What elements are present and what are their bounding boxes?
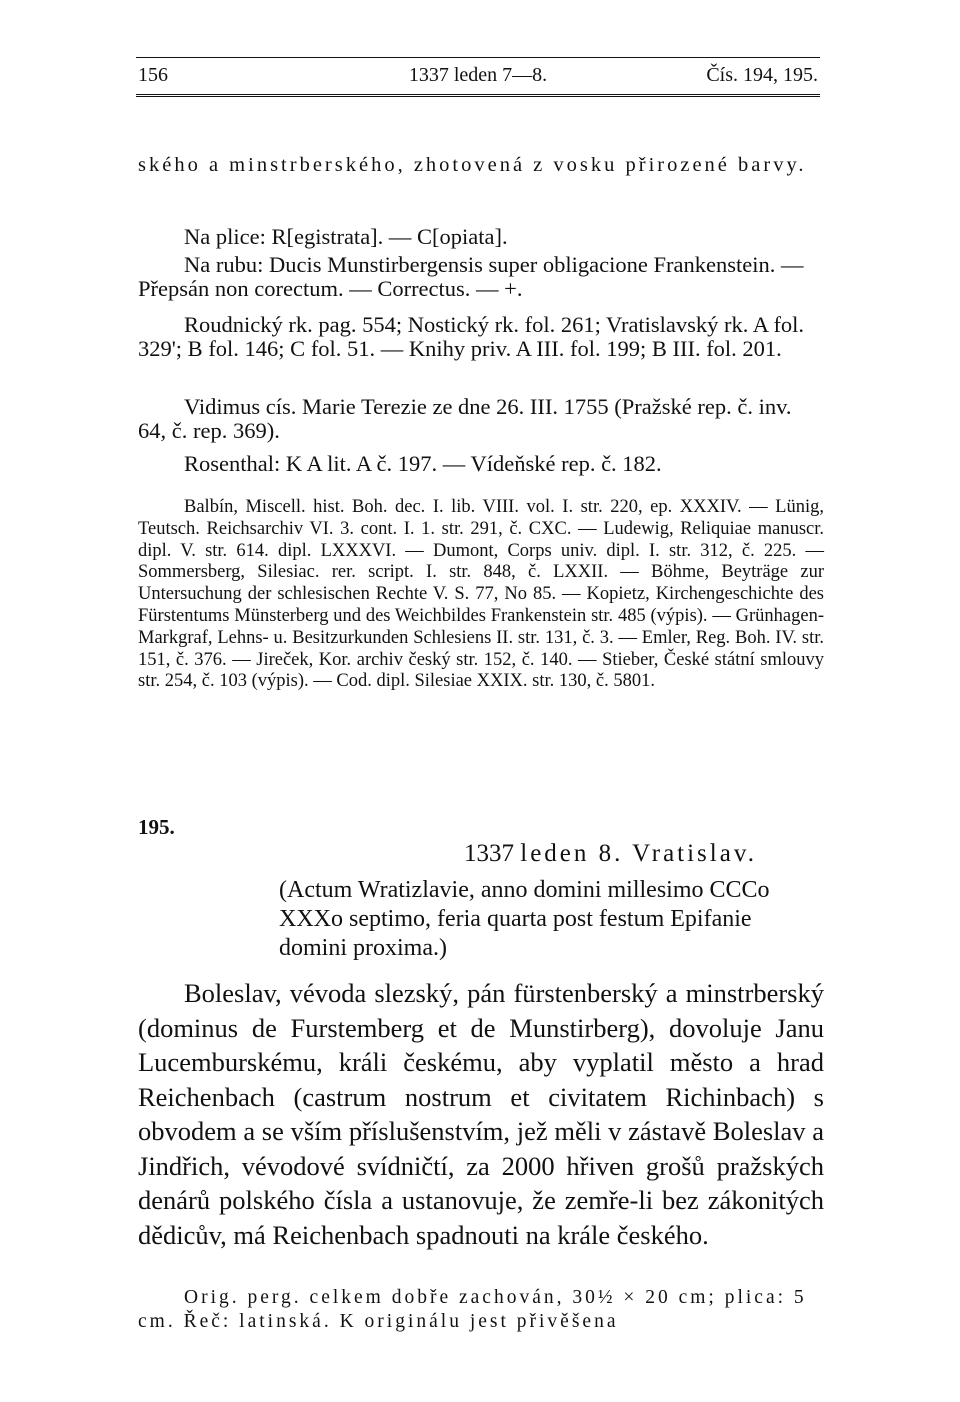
entry-date-year: 1337	[464, 840, 514, 867]
rosenthal-note: Rosenthal: K A lit. A č. 197. — Vídeňské rep. č. 182.	[184, 451, 662, 476]
seal-description: ského a minstrberského, zhotovená z vosku přirozené barvy.	[138, 154, 807, 176]
rubus-note: Na rubu: Ducis Munstirbergensis super obligacione Frankenstein. — Přepsán non corectum. — Correctus. — +.	[138, 252, 804, 301]
header-numbers: Čís. 194, 195.	[706, 64, 818, 86]
regest-text: Boleslav, vévoda slezský, pán fürstenberský a minstrberský (dominus de Furstemberg et de Munstirberg), dovoluje Janu Lucemburskému, králi českému, aby vyplatil město a hrad Reichenbach (castrum nostrum et civitatem Richinbach) s obvodem a se vším příslušenstvím, jež měli v zástavě Boleslav a Jindřich, vévodové svídničtí, za 2000 hřiven grošů pražských denárů polského čísla a ustanovuje, že zemře-li bez zákonitých dědicův, má Reichenbach spadnouti na krále českého.	[138, 978, 824, 1250]
plica-note: Na plice: R[egistrata]. — C[opiata].	[184, 224, 508, 249]
entry-number: 195.	[138, 815, 175, 839]
original-description: Orig. perg. celkem dobře zachován, 30½ × 20 cm; plica: 5 cm. Řeč: latinská. K originálu jest přivěšena	[138, 1287, 807, 1332]
literature-block: Balbín, Miscell. hist. Boh. dec. I. lib. VIII. vol. I. str. 220, ep. XXXIV. — Lünig, Teutsch. Reichsarchiv VI. 3. cont. I. 1. str. 291, č. CXC. — Ludewig, Reliquiae manuscr. dipl. V. str. 614. dipl. LXXXVI. — Dumont, Corps univ. dipl. I. str. 312, č. 225. — Sommersberg, Silesiac. rer. script. I. str. 848, č. LXXII. — Böhme, Beyträge zur Untersuchung der schlesischen Rechte V. S. 77, No 85. — Kopietz, Kirchengeschichte des Fürstentums Münsterberg und des Weichbildes Frankenstein str. 485 (výpis). — Grünhagen-Markgraf, Lehns- u. Besitzurkunden Schlesiens II. str. 131, č. 3. — Emler, Reg. Boh. IV. str. 151, č. 376. — Jireček, Kor. archiv český str. 152, č. 140. — Stieber, České státní smlouvy str. 254, č. 103 (výpis). — Cod. dipl. Silesiae XXIX. str. 130, č. 5801.	[138, 497, 824, 692]
page-number: 156	[138, 64, 168, 86]
entry-date-heading	[464, 840, 757, 868]
header-date: 1337 leden 7—8.	[408, 64, 548, 86]
vidimus-note: Vidimus cís. Marie Terezie ze dne 26. III. 1755 (Pražské rep. č. inv. 64, č. rep. 369).	[138, 394, 792, 443]
actum-clause: (Actum Wratizlavie, anno domini millesimo CCCo XXXo septimo, feria quarta post festum Epifanie domini proxima.)	[279, 877, 770, 961]
header-rule-bottom	[136, 94, 820, 99]
running-header	[138, 64, 818, 90]
entry-date-place: leden 8. Vratislav.	[520, 840, 757, 867]
header-rule-top	[136, 57, 820, 58]
registers-note: Roudnický rk. pag. 554; Nostický rk. fol. 261; Vratislavský rk. A fol. 329'; B fol. 146; C fol. 51. — Knihy priv. A III. fol. 199; B III. fol. 201.	[138, 312, 805, 361]
